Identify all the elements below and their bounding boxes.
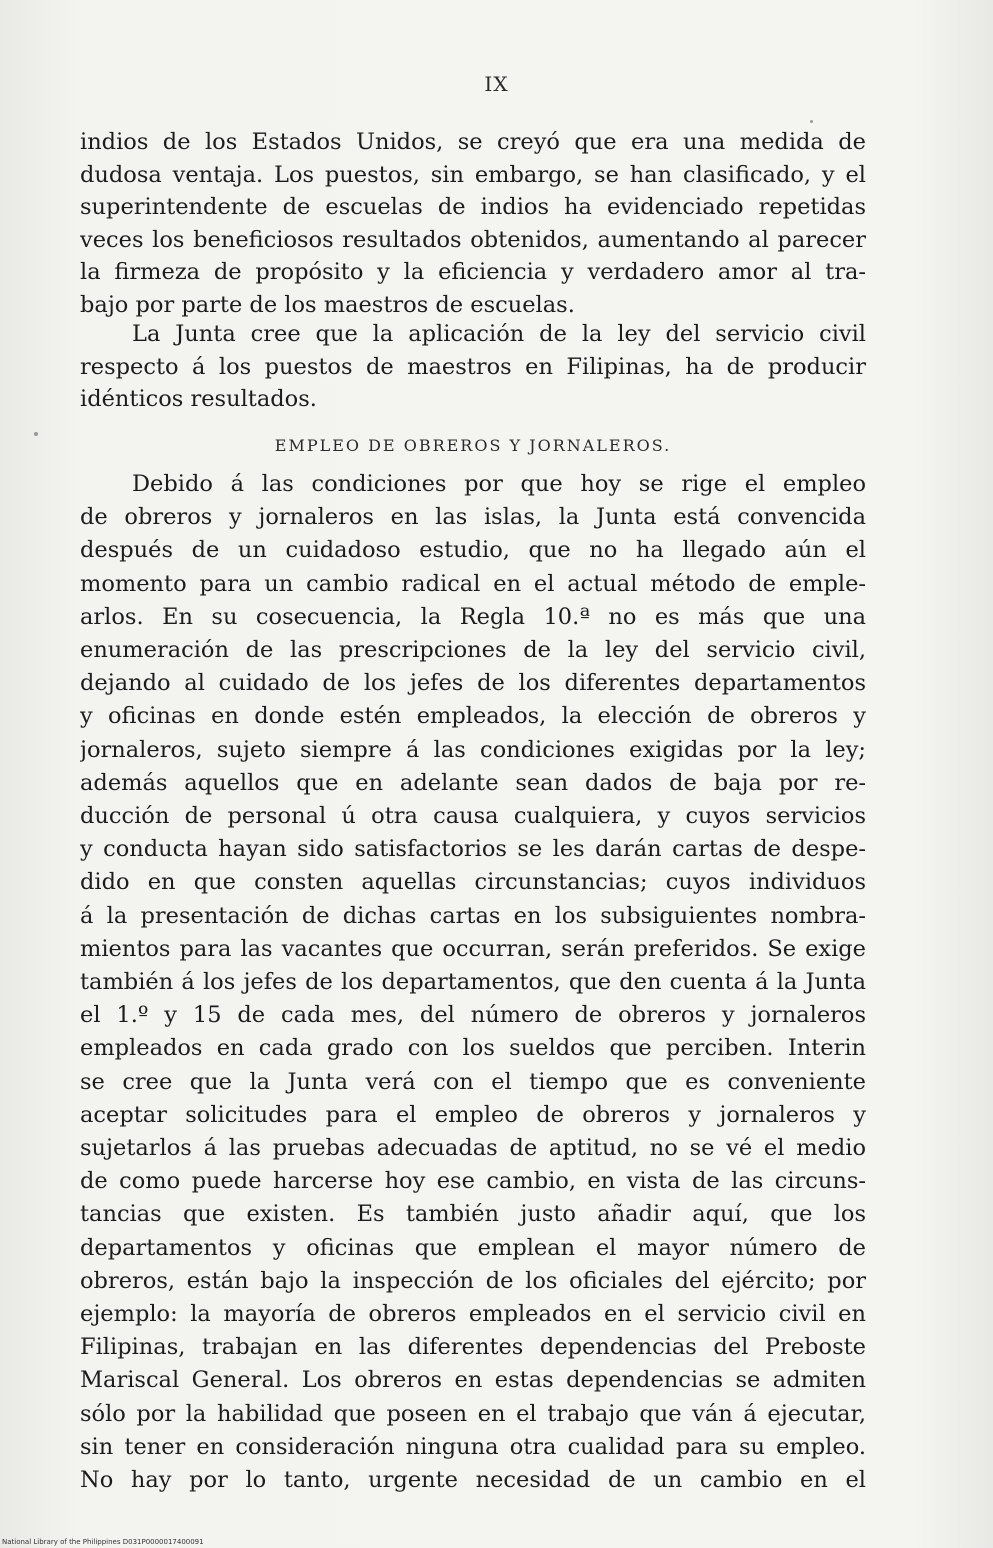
text-line: Debido á las condiciones por que hoy se rige el empleo [132, 471, 866, 497]
text-line: después de un cuidadoso estudio, que no ha llegado aún el [80, 537, 866, 564]
text-line: dejando al cuidado de los jefes de los diferentes departamentos [80, 670, 866, 697]
text-line: también á los jefes de los departamentos, que den cuenta á la Junta [80, 969, 866, 996]
text-line: mientos para las vacantes que occurran, serán preferidos. Se exige [80, 935, 866, 962]
text-line: momento para un cambio radical en el actual método de emple- [80, 570, 866, 597]
paragraph-junta-teachers [80, 318, 866, 416]
text-line: indios de los Estados Unidos, se creyó que era una medida de [80, 129, 866, 155]
text-line: se cree que la Junta verá con el tiempo que es conveniente [80, 1068, 866, 1095]
text-line: dido en que consten aquellas circunstancias; cuyos individuos [80, 869, 866, 896]
text-line: empleados en cada grado con los sueldos que perciben. Interin [80, 1035, 866, 1062]
text-line: tancias que existen. Es también justo añadir aquí, que los [80, 1201, 866, 1228]
text-line: y oficinas en donde estén empleados, la elección de obreros y [80, 703, 866, 730]
text-line: y conducta hayan sido satisfactorios se les darán cartas de despe- [80, 836, 866, 863]
text-line: el 1.º y 15 de cada mes, del número de obreros y jornaleros [80, 1002, 866, 1029]
text-line: La Junta cree que la aplicación de la ley del servicio civil [132, 321, 866, 347]
text-line: respecto á los puestos de maestros en Filipinas, ha de producir [80, 353, 866, 380]
text-line: además aquellos que en adelante sean dados de baja por re- [80, 769, 866, 796]
paragraph-workers-employment [80, 468, 866, 1497]
text-line: enumeración de las prescripciones de la ley del servicio civil, [80, 637, 866, 664]
text-line: ejemplo: la mayoría de obreros empleados en el servicio civil en [80, 1301, 866, 1328]
page-number: IX [484, 72, 509, 96]
text-line: de obreros y jornaleros en las islas, la Junta está convencida [80, 504, 866, 531]
text-line: sin tener en consideración ninguna otra cualidad para su empleo. [80, 1433, 866, 1460]
text-line: ducción de personal ú otra causa cualquiera, y cuyos servicios [80, 803, 866, 830]
scan-speck [810, 120, 813, 123]
text-line: departamentos y oficinas que emplean el mayor número de [80, 1234, 866, 1261]
text-line: de como puede harcerse hoy ese cambio, en vista de las circuns- [80, 1168, 866, 1195]
text-line: jornaleros, sujeto siempre á las condiciones exigidas por la ley; [80, 736, 866, 763]
text-line: idénticos resultados. [80, 386, 317, 413]
text-line: Filipinas, trabajan en las diferentes dependencias del Preboste [80, 1334, 866, 1361]
text-line: arlos. En su cosecuencia, la Regla 10.ª no es más que una [80, 603, 866, 630]
text-line: Mariscal General. Los obreros en estas dependencias se admiten [80, 1367, 866, 1394]
text-line: á la presentación de dichas cartas en los subsiguientes nombra- [80, 902, 866, 929]
library-footer-stamp: National Library of the Philippines D031P0000017400091 [2, 1538, 204, 1546]
text-line: dudosa ventaja. Los puestos, sin embargo, se han clasificado, y el [80, 161, 866, 188]
scan-speck [34, 432, 38, 436]
text-line: sujetarlos á las pruebas adecuadas de aptitud, no se vé el medio [80, 1135, 866, 1162]
text-line: la firmeza de propósito y la eficiencia y verdadero amor al tra- [80, 259, 866, 286]
text-line: No hay por lo tanto, urgente necesidad de un cambio en el [80, 1467, 866, 1494]
text-line: bajo por parte de los maestros de escuelas. [80, 291, 575, 318]
text-line: obreros, están bajo la inspección de los oficiales del ejército; por [80, 1267, 866, 1294]
text-line: veces los beneficiosos resultados obtenidos, aumentando al parecer [80, 226, 866, 253]
section-heading: EMPLEO DE OBREROS Y JORNALEROS. [274, 436, 672, 455]
text-line: aceptar solicitudes para el empleo de obreros y jornaleros y [80, 1101, 866, 1128]
text-line: superintendente de escuelas de indios ha evidenciado repetidas [80, 194, 866, 221]
paragraph-continuation [80, 126, 866, 322]
text-line: sólo por la habilidad que poseen en el trabajo que ván á ejecutar, [80, 1400, 866, 1427]
